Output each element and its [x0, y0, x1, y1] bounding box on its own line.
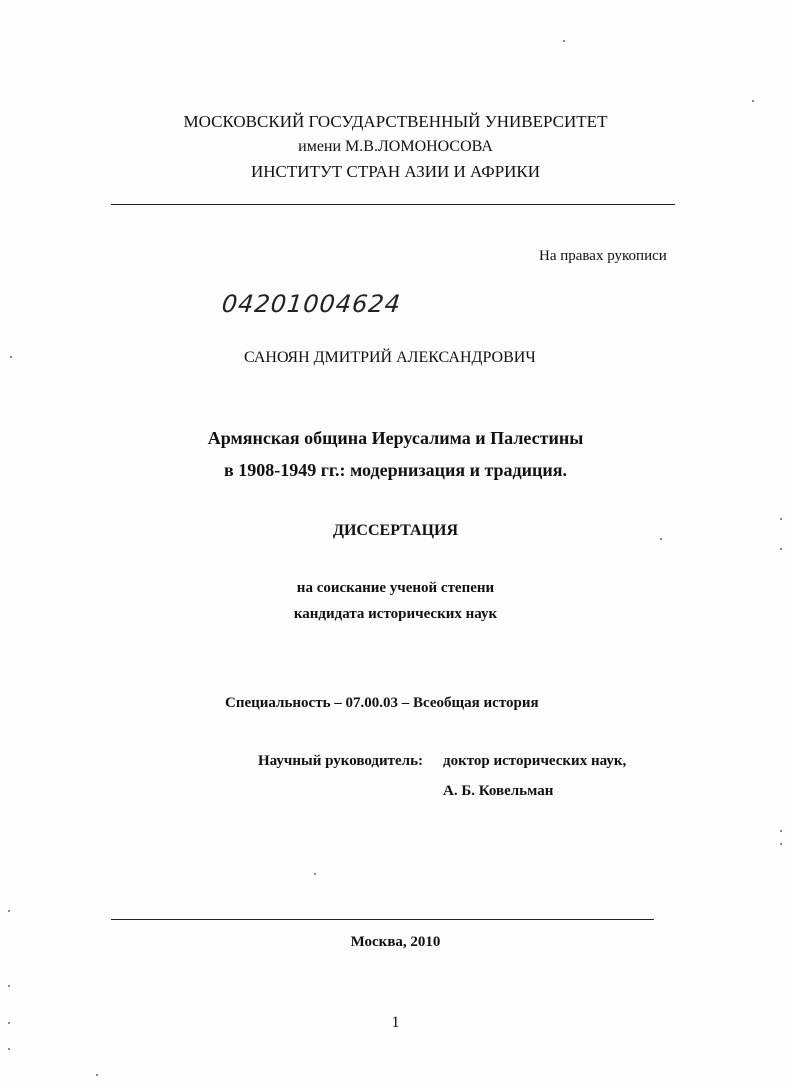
degree-line-1: на соискание ученой степени [296, 580, 495, 596]
supervisor-label: Научный руководитель: [258, 753, 423, 769]
author-name: САНОЯН ДМИТРИЙ АЛЕКСАНДРОВИЧ [244, 349, 536, 366]
supervisor-title: доктор исторических наук, [443, 753, 627, 769]
scan-speck [563, 40, 565, 42]
city-year: Москва, 2010 [350, 934, 441, 950]
scan-speck [780, 518, 782, 520]
supervisor-name: А. Б. Ковельман [443, 783, 554, 799]
institute-name: ИНСТИТУТ СТРАН АЗИИ И АФРИКИ [250, 162, 541, 181]
scan-speck [752, 100, 754, 102]
degree-line-2: кандидата исторических наук [293, 606, 498, 622]
scan-speck [96, 1074, 98, 1076]
scan-speck [780, 548, 782, 550]
document-type: ДИССЕРТАЦИЯ [332, 522, 459, 539]
university-name: МОСКОВСКИЙ ГОСУДАРСТВЕННЫЙ УНИВЕРСИТЕТ [183, 112, 608, 131]
specialty: Специальность – 07.00.03 – Всеобщая история [225, 695, 539, 711]
footer-divider [111, 919, 654, 920]
manuscript-note: На правах рукописи [539, 248, 667, 264]
scan-speck [314, 873, 316, 875]
scan-speck [780, 843, 782, 845]
dissertation-title-line-1: Армянская община Иерусалима и Палестины [207, 428, 584, 448]
scan-speck [660, 538, 662, 540]
scan-speck [8, 985, 10, 987]
handwritten-catalog-number: 04201004624 [220, 290, 403, 318]
scan-speck [8, 1048, 10, 1050]
header-divider [111, 204, 675, 205]
page-number: 1 [391, 1014, 400, 1031]
scan-speck [8, 1022, 10, 1024]
scan-speck [780, 830, 782, 832]
dissertation-title-line-2: в 1908-1949 гг.: модернизация и традиция. [224, 460, 567, 480]
scan-speck [10, 356, 12, 358]
scan-speck [8, 910, 10, 912]
named-after: имени М.В.ЛОМОНОСОВА [298, 138, 493, 155]
